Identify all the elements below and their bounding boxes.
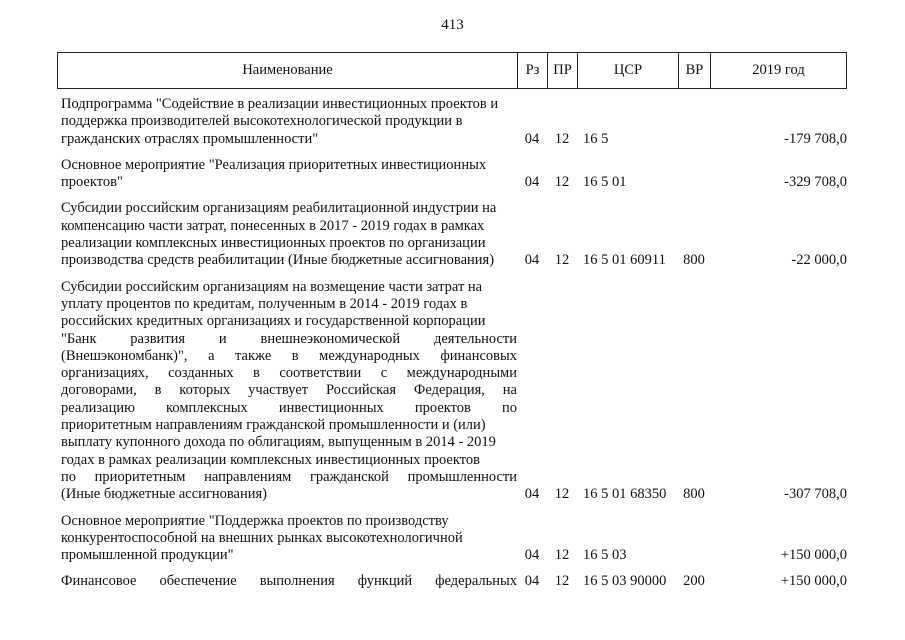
name-line: организациях, созданных в соответствии с международными — [61, 365, 517, 382]
row-name — [61, 573, 517, 590]
row-pr: 12 — [554, 252, 570, 269]
row-amount: -22 000,0 — [791, 252, 847, 269]
name-line: поддержка производителей высокотехнологической продукции в — [61, 113, 463, 130]
table-row — [61, 513, 847, 565]
name-line: Финансовое обеспечение выполнения функций федеральных — [61, 573, 517, 590]
row-amount: -329 708,0 — [784, 174, 847, 191]
name-line: компенсацию части затрат, понесенных в 2017 - 2019 годах в рамках — [61, 217, 485, 234]
name-line: российских кредитных организациях и государственной корпорации — [61, 313, 486, 330]
name-line: Основное мероприятие "Реализация приоритетных инвестиционных — [61, 156, 487, 173]
row-amount: -307 708,0 — [784, 486, 847, 503]
page-number: 413 — [441, 17, 464, 33]
budget-rows — [61, 96, 847, 591]
name-line: реализацию комплексных инвестиционных проектов по — [61, 399, 517, 416]
row-pr: 12 — [554, 174, 570, 191]
name-line: приоритетным направлениям гражданской промышленности и (или) — [61, 417, 486, 434]
row-pr: 12 — [554, 547, 570, 564]
row-rz: 04 — [524, 547, 540, 564]
row-pr: 12 — [554, 486, 570, 503]
table-row — [61, 157, 847, 192]
row-vr: 800 — [683, 252, 705, 269]
row-rz: 04 — [524, 486, 540, 503]
header-csr: ЦСР — [578, 53, 679, 89]
name-line: Основное мероприятие "Поддержка проектов по производству — [61, 512, 449, 529]
name-line: (Внешэкономбанк)", а также в международных финансовых — [61, 347, 517, 364]
row-amount: -179 708,0 — [784, 130, 847, 147]
row-pr: 12 — [554, 573, 570, 590]
name-line: Подпрограмма "Содействие в реализации инвестиционных проектов и — [61, 96, 499, 112]
header-vr: ВР — [679, 53, 711, 89]
name-line: годах в рамках реализации комплексных инвестиционных проектов — [61, 451, 480, 468]
row-name — [61, 157, 517, 192]
table-row — [61, 279, 847, 504]
header-rz: Рз — [518, 53, 548, 89]
row-csr: 16 5 03 90000 — [583, 573, 667, 590]
row-csr: 16 5 01 68350 — [583, 486, 667, 503]
row-rz: 04 — [524, 252, 540, 269]
table-row — [61, 200, 847, 269]
name-line: договорами, в которых участвует Российская Федерация, на — [61, 382, 517, 399]
name-line: по приоритетным направлениям гражданской промышленности — [61, 468, 517, 485]
header-pr: ПР — [548, 53, 578, 89]
row-csr: 16 5 03 — [583, 547, 627, 564]
row-amount: +150 000,0 — [780, 573, 847, 590]
name-line: гражданских отраслях промышленности" — [61, 130, 319, 147]
name-line: выплату купонного дохода по облигациям, выпущенным в 2014 - 2019 — [61, 434, 496, 451]
name-line: проектов" — [61, 174, 123, 191]
name-line: производства средств реабилитации (Иные бюджетные ассигнования) — [61, 252, 495, 269]
row-name — [61, 279, 517, 504]
name-line: (Иные бюджетные ассигнования) — [61, 486, 268, 503]
row-name — [61, 96, 517, 148]
name-line: конкурентоспособной на внешних рынках высокотехнологичной — [61, 529, 463, 546]
row-name — [61, 200, 517, 269]
row-vr: 800 — [683, 486, 705, 503]
row-amount: +150 000,0 — [780, 547, 847, 564]
row-vr: 200 — [683, 573, 705, 590]
row-csr: 16 5 01 — [583, 174, 627, 191]
name-line: "Банк развития и внешнеэкономической деятельности — [61, 330, 517, 347]
name-line: промышленной продукции" — [61, 547, 234, 564]
row-rz: 04 — [524, 174, 540, 191]
row-pr: 12 — [554, 130, 570, 147]
table-row — [61, 96, 847, 148]
name-line: Субсидии российским организациям реабилитационной индустрии на — [61, 200, 497, 217]
row-csr: 16 5 — [583, 130, 609, 147]
row-rz: 04 — [524, 573, 540, 590]
row-rz: 04 — [524, 130, 540, 147]
table-row — [61, 573, 847, 590]
header-year: 2019 год — [711, 53, 847, 89]
name-line: реализации комплексных инвестиционных проектов по организации — [61, 235, 486, 252]
name-line: уплату процентов по кредитам, полученным в 2014 - 2019 годах в — [61, 295, 468, 312]
row-name — [61, 513, 517, 565]
row-csr: 16 5 01 60911 — [583, 252, 666, 269]
table-header — [57, 52, 847, 89]
name-line: Субсидии российским организациям на возмещение части затрат на — [61, 278, 483, 295]
header-name: Наименование — [58, 53, 518, 89]
